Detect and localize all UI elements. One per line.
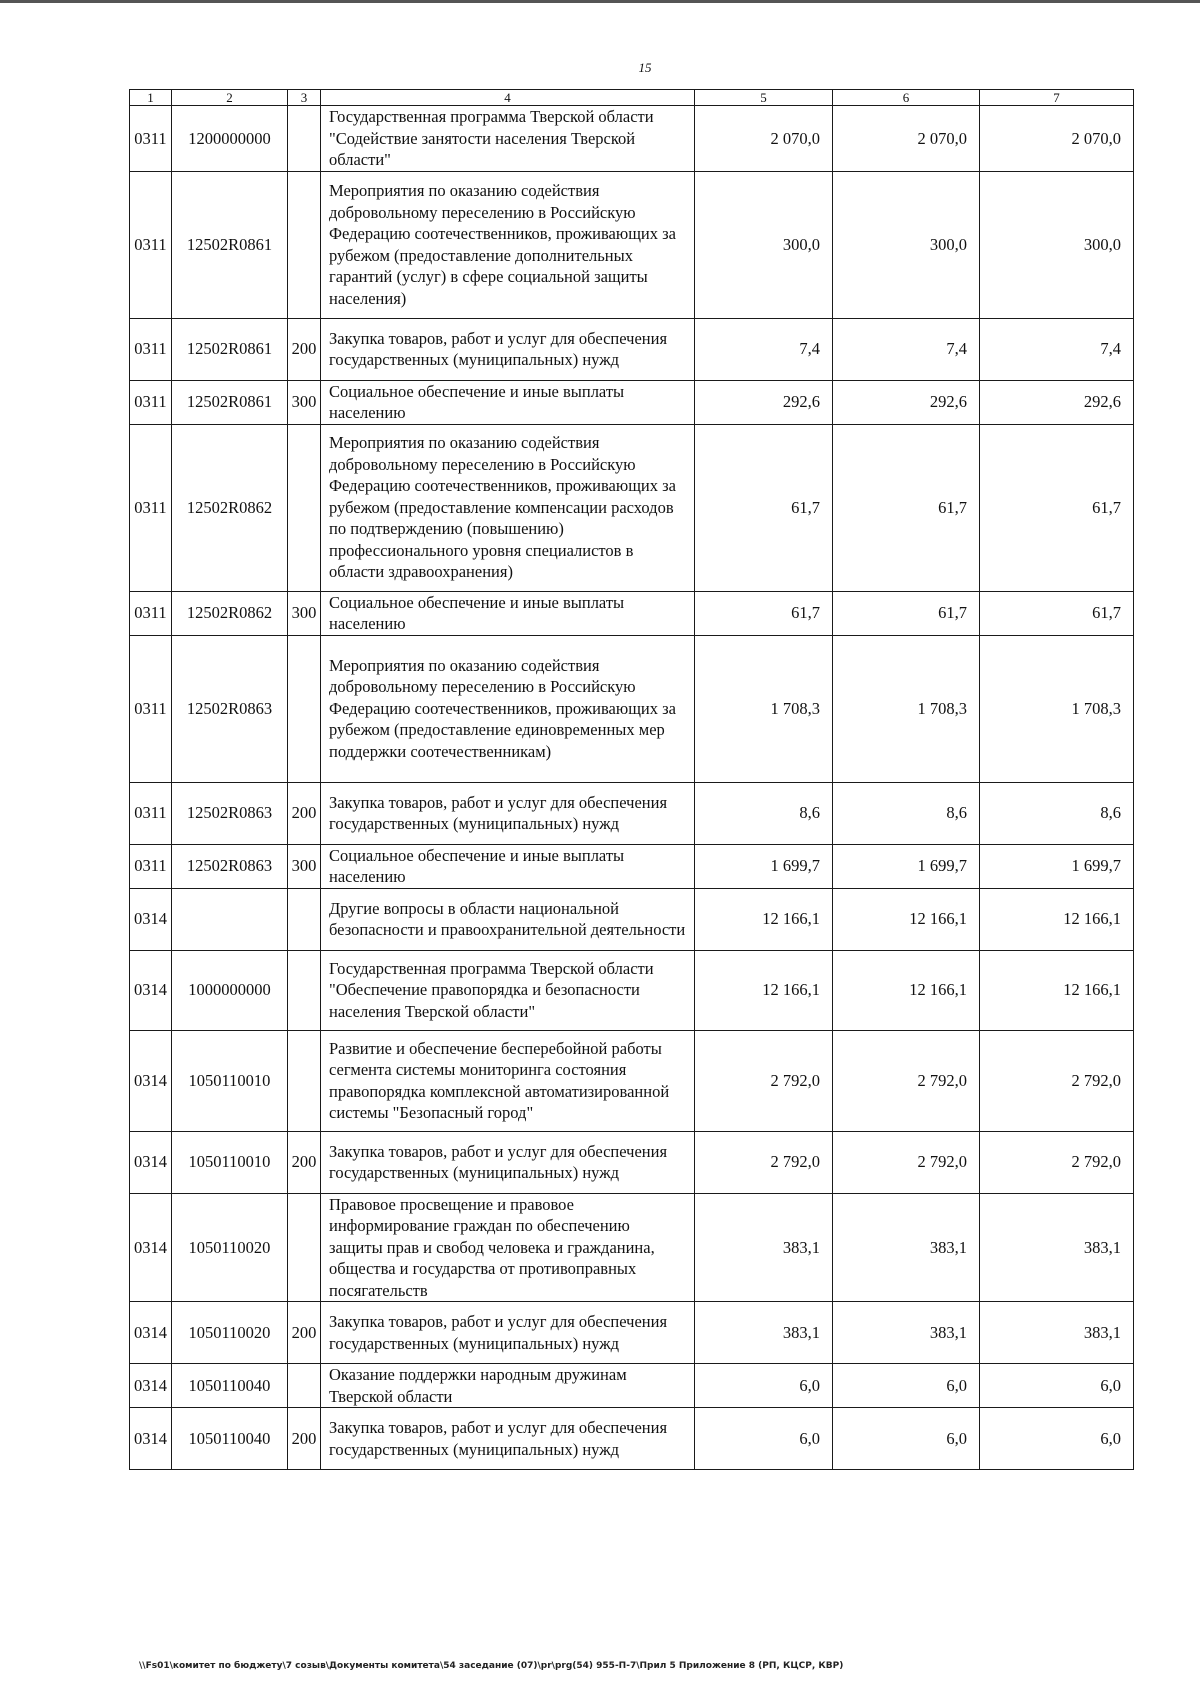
table-body [130, 106, 1134, 1470]
amount-cell: 2 792,0 [833, 1131, 980, 1193]
amount-cell: 2 792,0 [980, 1131, 1134, 1193]
amount-cell: 383,1 [980, 1193, 1134, 1302]
amount-cell: 8,6 [695, 782, 833, 844]
expense-type-cell [288, 950, 321, 1030]
table-row [130, 950, 1134, 1030]
column-header: 3 [288, 90, 321, 106]
amount-cell: 8,6 [980, 782, 1134, 844]
expense-type-cell [288, 1030, 321, 1131]
table-row [130, 318, 1134, 380]
item-name-cell: Закупка товаров, работ и услуг для обеспечения государственных (муниципальных) нужд [321, 1302, 695, 1364]
column-header: 6 [833, 90, 980, 106]
amount-cell: 7,4 [833, 318, 980, 380]
target-article-cell: 12502R0862 [172, 424, 288, 591]
amount-cell: 383,1 [833, 1193, 980, 1302]
amount-cell: 1 708,3 [980, 635, 1134, 782]
amount-cell: 292,6 [833, 380, 980, 424]
section-code-cell: 0314 [130, 1364, 172, 1408]
column-header: 7 [980, 90, 1134, 106]
table-row [130, 1030, 1134, 1131]
amount-cell: 2 070,0 [980, 106, 1134, 172]
expense-type-cell [288, 171, 321, 318]
item-name-cell: Правовое просвещение и правовое информирование граждан по обеспечению защиты прав и свобод человека и гражданина, общества и государства от противоправных посягательств [321, 1193, 695, 1302]
target-article-cell: 1050110020 [172, 1302, 288, 1364]
section-code-cell: 0314 [130, 1131, 172, 1193]
item-name-cell: Закупка товаров, работ и услуг для обеспечения государственных (муниципальных) нужд [321, 318, 695, 380]
target-article-cell: 12502R0861 [172, 171, 288, 318]
expense-type-cell [288, 888, 321, 950]
expense-type-cell: 200 [288, 1131, 321, 1193]
table-row [130, 782, 1134, 844]
amount-cell: 383,1 [695, 1193, 833, 1302]
amount-cell: 6,0 [833, 1364, 980, 1408]
amount-cell: 12 166,1 [833, 888, 980, 950]
amount-cell: 2 070,0 [695, 106, 833, 172]
top-rule [0, 0, 1200, 3]
target-article-cell: 12502R0863 [172, 844, 288, 888]
target-article-cell: 1050110040 [172, 1408, 288, 1470]
section-code-cell: 0311 [130, 844, 172, 888]
amount-cell: 1 699,7 [980, 844, 1134, 888]
target-article-cell: 12502R0862 [172, 591, 288, 635]
expense-type-cell: 200 [288, 782, 321, 844]
table-row [130, 844, 1134, 888]
amount-cell: 6,0 [833, 1408, 980, 1470]
amount-cell: 12 166,1 [980, 950, 1134, 1030]
amount-cell: 61,7 [695, 591, 833, 635]
expense-type-cell [288, 1193, 321, 1302]
amount-cell: 12 166,1 [980, 888, 1134, 950]
table-row [130, 106, 1134, 172]
amount-cell: 1 699,7 [695, 844, 833, 888]
section-code-cell: 0314 [130, 888, 172, 950]
amount-cell: 8,6 [833, 782, 980, 844]
target-article-cell [172, 888, 288, 950]
amount-cell: 1 708,3 [695, 635, 833, 782]
item-name-cell: Развитие и обеспечение бесперебойной работы сегмента системы мониторинга состояния правопорядка комплексной автоматизированной системы "Безопасный город" [321, 1030, 695, 1131]
target-article-cell: 1050110010 [172, 1030, 288, 1131]
target-article-cell: 12502R0863 [172, 635, 288, 782]
amount-cell: 300,0 [833, 171, 980, 318]
section-code-cell: 0314 [130, 1408, 172, 1470]
section-code-cell: 0311 [130, 380, 172, 424]
column-number-row [130, 90, 1134, 106]
item-name-cell: Государственная программа Тверской области "Обеспечение правопорядка и безопасности населения Тверской области" [321, 950, 695, 1030]
item-name-cell: Социальное обеспечение и иные выплаты населению [321, 591, 695, 635]
budget-table [129, 89, 1134, 1470]
column-header: 5 [695, 90, 833, 106]
target-article-cell: 1200000000 [172, 106, 288, 172]
amount-cell: 383,1 [695, 1302, 833, 1364]
amount-cell: 300,0 [695, 171, 833, 318]
expense-type-cell: 300 [288, 380, 321, 424]
expense-type-cell [288, 424, 321, 591]
section-code-cell: 0314 [130, 1193, 172, 1302]
amount-cell: 6,0 [980, 1408, 1134, 1470]
target-article-cell: 1050110040 [172, 1364, 288, 1408]
amount-cell: 61,7 [695, 424, 833, 591]
target-article-cell: 1050110020 [172, 1193, 288, 1302]
item-name-cell: Государственная программа Тверской области "Содействие занятости населения Тверской области" [321, 106, 695, 172]
amount-cell: 12 166,1 [695, 950, 833, 1030]
amount-cell: 292,6 [980, 380, 1134, 424]
amount-cell: 6,0 [695, 1408, 833, 1470]
amount-cell: 2 792,0 [695, 1030, 833, 1131]
table-row [130, 380, 1134, 424]
section-code-cell: 0311 [130, 591, 172, 635]
section-code-cell: 0314 [130, 950, 172, 1030]
table-row [130, 171, 1134, 318]
amount-cell: 292,6 [695, 380, 833, 424]
amount-cell: 2 792,0 [833, 1030, 980, 1131]
expense-type-cell [288, 106, 321, 172]
expense-type-cell: 300 [288, 591, 321, 635]
item-name-cell: Мероприятия по оказанию содействия добровольному переселению в Российскую Федерацию соотечественников, проживающих за рубежом (предоставление компенсации расходов по подтверждению (повышению) профессионального уровня специалистов в области здравоохранения) [321, 424, 695, 591]
item-name-cell: Социальное обеспечение и иные выплаты населению [321, 380, 695, 424]
amount-cell: 383,1 [980, 1302, 1134, 1364]
expense-type-cell: 200 [288, 1302, 321, 1364]
section-code-cell: 0314 [130, 1030, 172, 1131]
item-name-cell: Другие вопросы в области национальной безопасности и правоохранительной деятельности [321, 888, 695, 950]
expense-type-cell: 300 [288, 844, 321, 888]
amount-cell: 383,1 [833, 1302, 980, 1364]
item-name-cell: Мероприятия по оказанию содействия добровольному переселению в Российскую Федерацию соотечественников, проживающих за рубежом (предоставление дополнительных гарантий (услуг) в сфере социальной защиты населения) [321, 171, 695, 318]
amount-cell: 7,4 [980, 318, 1134, 380]
table-row [130, 591, 1134, 635]
item-name-cell: Закупка товаров, работ и услуг для обеспечения государственных (муниципальных) нужд [321, 1408, 695, 1470]
target-article-cell: 1000000000 [172, 950, 288, 1030]
item-name-cell: Социальное обеспечение и иные выплаты населению [321, 844, 695, 888]
item-name-cell: Закупка товаров, работ и услуг для обеспечения государственных (муниципальных) нужд [321, 1131, 695, 1193]
target-article-cell: 12502R0863 [172, 782, 288, 844]
amount-cell: 7,4 [695, 318, 833, 380]
amount-cell: 61,7 [980, 424, 1134, 591]
column-header: 4 [321, 90, 695, 106]
item-name-cell: Закупка товаров, работ и услуг для обеспечения государственных (муниципальных) нужд [321, 782, 695, 844]
amount-cell: 61,7 [833, 591, 980, 635]
table-row [130, 1302, 1134, 1364]
section-code-cell: 0311 [130, 635, 172, 782]
target-article-cell: 12502R0861 [172, 318, 288, 380]
amount-cell: 1 708,3 [833, 635, 980, 782]
item-name-cell: Мероприятия по оказанию содействия добровольному переселению в Российскую Федерацию соотечественников, проживающих за рубежом (предоставление единовременных мер поддержки соотечественникам) [321, 635, 695, 782]
table-row [130, 1408, 1134, 1470]
table-row [130, 1364, 1134, 1408]
amount-cell: 2 070,0 [833, 106, 980, 172]
amount-cell: 300,0 [980, 171, 1134, 318]
amount-cell: 61,7 [980, 591, 1134, 635]
section-code-cell: 0311 [130, 424, 172, 591]
section-code-cell: 0314 [130, 1302, 172, 1364]
target-article-cell: 12502R0861 [172, 380, 288, 424]
section-code-cell: 0311 [130, 171, 172, 318]
column-header: 1 [130, 90, 172, 106]
target-article-cell: 1050110010 [172, 1131, 288, 1193]
expense-type-cell: 200 [288, 318, 321, 380]
table-row [130, 424, 1134, 591]
amount-cell: 12 166,1 [695, 888, 833, 950]
expense-type-cell [288, 635, 321, 782]
table-row [130, 1131, 1134, 1193]
expense-type-cell [288, 1364, 321, 1408]
section-code-cell: 0311 [130, 106, 172, 172]
section-code-cell: 0311 [130, 782, 172, 844]
footer-file-path: \\Fs01\комитет по бюджету\7 созыв\Документы комитета\54 заседание (07)\pr\prg(54) 955-П-7\Прил 5 Приложение 8 (РП, КЦСР, КВР) [139, 1661, 844, 1671]
page-number: 15 [638, 60, 652, 75]
amount-cell: 61,7 [833, 424, 980, 591]
table-row [130, 888, 1134, 950]
expense-type-cell: 200 [288, 1408, 321, 1470]
item-name-cell: Оказание поддержки народным дружинам Тверской области [321, 1364, 695, 1408]
amount-cell: 2 792,0 [980, 1030, 1134, 1131]
amount-cell: 12 166,1 [833, 950, 980, 1030]
table-row [130, 1193, 1134, 1302]
amount-cell: 1 699,7 [833, 844, 980, 888]
table-row [130, 635, 1134, 782]
section-code-cell: 0311 [130, 318, 172, 380]
amount-cell: 6,0 [980, 1364, 1134, 1408]
amount-cell: 2 792,0 [695, 1131, 833, 1193]
column-header: 2 [172, 90, 288, 106]
amount-cell: 6,0 [695, 1364, 833, 1408]
